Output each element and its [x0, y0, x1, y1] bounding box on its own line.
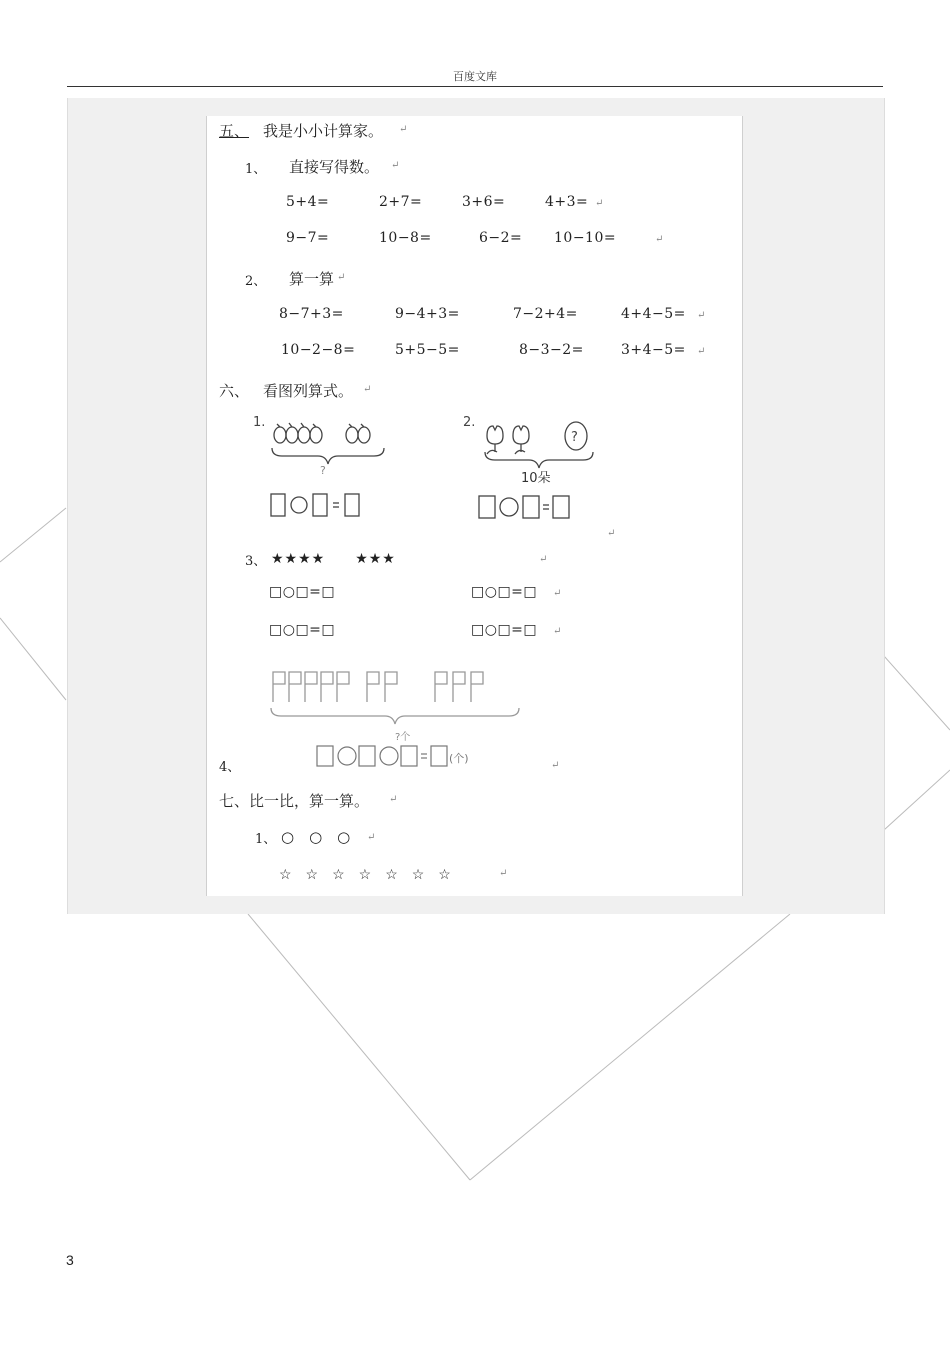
part2-number: 2、 [245, 274, 267, 289]
section6-heading: 看图列算式。 [263, 382, 354, 400]
section5-number: 五、 [219, 122, 250, 140]
equation: 3+6= [462, 194, 506, 210]
equation: 5+4= [286, 194, 330, 210]
return-mark: ↵ [367, 832, 376, 843]
equation: 10−2−8= [281, 342, 356, 358]
q3-stars: ★★★★ ★★★ [271, 551, 396, 567]
return-mark: ↵ [697, 310, 706, 321]
return-mark: ↵ [607, 528, 616, 539]
equation: 4+3= [545, 194, 589, 210]
equation: 10−10= [554, 230, 617, 246]
return-mark: ↵ [539, 554, 548, 565]
return-mark: ↵ [553, 626, 562, 637]
q1-number: 1、 [255, 832, 277, 847]
section7-heading: 七、比一比，算一算。 [219, 792, 370, 810]
return-mark: ↵ [595, 198, 604, 209]
header-rule [67, 86, 883, 87]
return-mark: ↵ [389, 794, 398, 805]
return-mark: ↵ [337, 272, 346, 283]
return-mark: ↵ [499, 868, 508, 879]
fig2-question: ? [571, 430, 578, 445]
q4-number: 4、 [219, 760, 241, 775]
return-mark: ↵ [363, 384, 372, 395]
equation-template: □○□=□ [269, 622, 336, 638]
equation-template: □○□=□ [471, 584, 538, 600]
equation: 10−8= [379, 230, 432, 246]
apples-figure [247, 408, 387, 524]
equation: 6−2= [479, 230, 523, 246]
q4-unit: (个) [449, 752, 469, 765]
equation: 9−7= [286, 230, 330, 246]
q1-stars: ☆ ☆ ☆ ☆ ☆ ☆ ☆ [279, 867, 451, 883]
embedded-document [206, 116, 743, 896]
fig2-number: 2. [463, 415, 476, 430]
return-mark: ↵ [697, 346, 706, 357]
equation: 2+7= [379, 194, 423, 210]
return-mark: ↵ [551, 760, 560, 771]
equation-template: □○□=□ [269, 584, 336, 600]
return-mark: ↵ [553, 588, 562, 599]
equation: 4+4−5= [621, 306, 686, 322]
return-mark: ↵ [399, 124, 408, 135]
equation: 8−7+3= [279, 306, 344, 322]
equation: 9−4+3= [395, 306, 460, 322]
q3-number: 3、 [245, 554, 267, 569]
section6-number: 六、 [219, 382, 250, 400]
flags-figure [263, 650, 553, 770]
return-mark: ↵ [655, 234, 664, 245]
fig1-question: ? [320, 464, 326, 477]
section5-heading: 我是小小计算家。 [263, 122, 384, 140]
page-number: 3 [66, 1252, 74, 1268]
equation: 5+5−5= [395, 342, 460, 358]
fig1-number: 1. [253, 415, 266, 430]
q4-question: ?个 [395, 732, 411, 743]
equation: 8−3−2= [519, 342, 584, 358]
equation: 3+4−5= [621, 342, 686, 358]
part1-title: 直接写得数。 [289, 158, 380, 176]
equation-template: □○□=□ [471, 622, 538, 638]
header-title: 百度文库 [453, 70, 497, 83]
part1-number: 1、 [245, 162, 267, 177]
fig2-total: 10朵 [521, 471, 551, 486]
part2-title: 算一算 [289, 270, 335, 288]
return-mark: ↵ [391, 160, 400, 171]
equation: 7−2+4= [513, 306, 578, 322]
flowers-figure [457, 408, 617, 524]
q1-circles: ○ ○ ○ [281, 828, 351, 846]
